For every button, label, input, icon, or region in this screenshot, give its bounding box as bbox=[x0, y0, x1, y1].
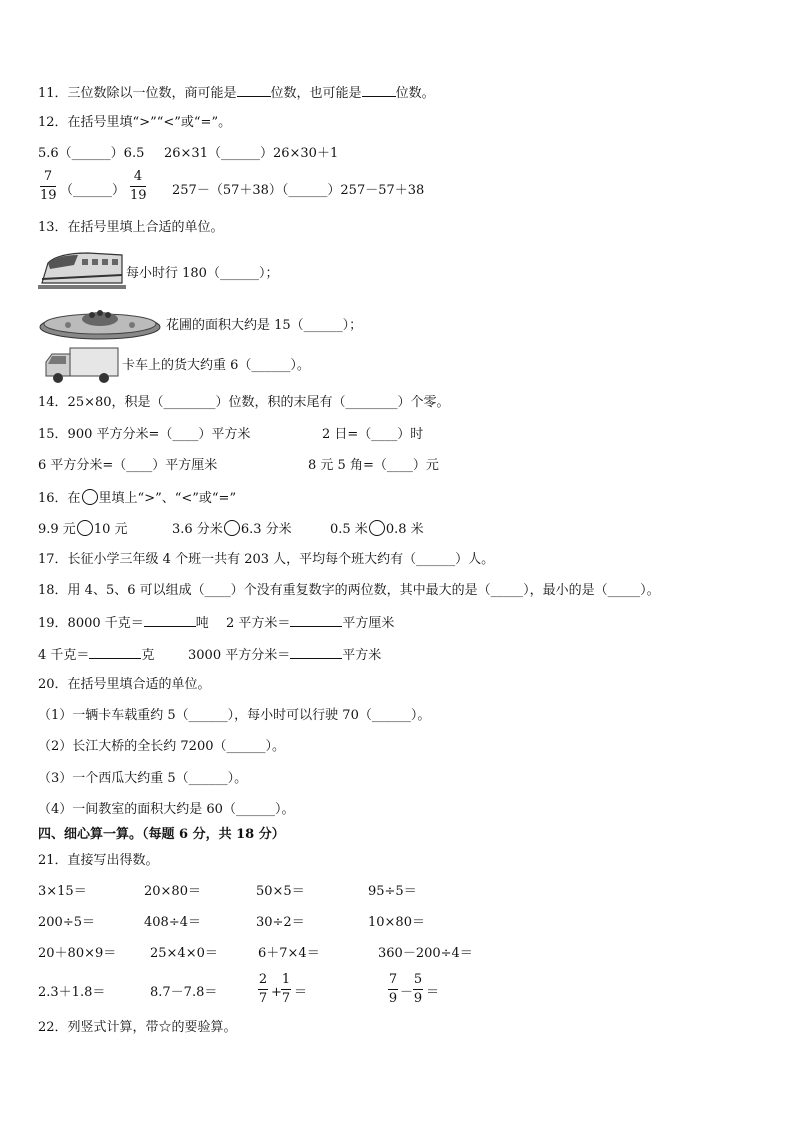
question-18: 18．用 4、5、6 可以组成（____）个没有重复数字的两位数，其中最大的是（_____），最小的是（_____）。 bbox=[38, 583, 660, 598]
fraction-1-7 bbox=[281, 973, 291, 1006]
q11-text-b: 位数，也可能是 bbox=[270, 86, 362, 101]
q20-item-3: （3）一个西瓜大约重 5（______）。 bbox=[38, 771, 248, 786]
q15-a: 15．900 平方分米=（____）平方米 bbox=[38, 427, 251, 442]
compare-circle[interactable] bbox=[224, 520, 240, 536]
minus-sign: － bbox=[400, 985, 414, 1000]
q16-left: 9.9 元 bbox=[38, 522, 76, 537]
fraction-2-7 bbox=[258, 973, 268, 1006]
denominator: 19 bbox=[40, 188, 57, 203]
q13-train: 每小时行 180（______）； bbox=[126, 266, 279, 281]
q16-left: 0.5 米 bbox=[330, 522, 368, 537]
q12-row1-a: 5.6（______）6.5 bbox=[38, 146, 145, 161]
denominator: 9 bbox=[388, 991, 398, 1006]
q21-r2-c3: 30÷2＝ bbox=[256, 915, 305, 930]
q21-r1-c4: 95÷5＝ bbox=[368, 884, 417, 899]
denominator: 19 bbox=[130, 188, 147, 203]
q21-r2-c2: 408÷4＝ bbox=[144, 915, 201, 930]
plus-sign: + bbox=[271, 985, 282, 1000]
q16-left: 3.6 分米 bbox=[172, 522, 223, 537]
q15-d: 8 元 5 角=（____）元 bbox=[308, 458, 439, 473]
q19-d-unit: 平方米 bbox=[342, 648, 382, 663]
blank[interactable] bbox=[362, 84, 396, 97]
train-image bbox=[38, 249, 126, 293]
numerator: 2 bbox=[258, 972, 268, 987]
q16-title-a: 16．在 bbox=[38, 491, 81, 506]
q16-right: 6.3 分米 bbox=[240, 522, 292, 537]
truck-image bbox=[44, 346, 120, 386]
denominator: 7 bbox=[281, 991, 291, 1006]
fraction-4-19 bbox=[130, 170, 146, 203]
numerator: 7 bbox=[388, 972, 398, 987]
q21-title: 21．直接写出得数。 bbox=[38, 853, 159, 868]
q13-garden: 花圃的面积大约是 15（______）； bbox=[166, 318, 363, 333]
q16-item-1 bbox=[38, 520, 128, 538]
question-17: 17．长征小学三年级 4 个班一共有 203 人，平均每个班大约有（______）人。 bbox=[38, 552, 495, 567]
q15-c: 6 平方分米=（____）平方厘米 bbox=[38, 458, 218, 473]
q12-title: 12．在括号里填“>”“<”或“=”。 bbox=[38, 115, 232, 130]
q20-item-2: （2）长江大桥的全长约 7200（______）。 bbox=[38, 739, 285, 754]
blank[interactable] bbox=[89, 646, 141, 659]
blank[interactable] bbox=[144, 614, 196, 627]
flowerbed-image bbox=[38, 305, 162, 341]
q13-truck: 卡车上的货大约重 6（______）。 bbox=[122, 358, 310, 373]
blank[interactable] bbox=[290, 646, 342, 659]
q19-b bbox=[226, 614, 394, 632]
q21-r4-c1: 2.3＋1.8＝ bbox=[38, 985, 106, 1000]
q19-a-text: 19．8000 千克＝ bbox=[38, 616, 144, 631]
q16-right: 10 元 bbox=[93, 522, 128, 537]
q19-d bbox=[188, 646, 381, 664]
q21-r1-c1: 3×15＝ bbox=[38, 884, 87, 899]
q16-item-3 bbox=[330, 520, 424, 538]
q21-r2-c4: 10×80＝ bbox=[368, 915, 425, 930]
q16-title-b: 里填上“>”、“<”或“=” bbox=[98, 491, 237, 506]
q21-r4-c2: 8.7－7.8＝ bbox=[150, 985, 218, 1000]
q13-title: 13．在括号里填上合适的单位。 bbox=[38, 220, 224, 235]
q19-c-unit: 克 bbox=[141, 648, 155, 663]
section-4-heading: 四、细心算一算。（每题 6 分，共 18 分） bbox=[38, 827, 285, 842]
q21-r3-c4: 360－200÷4＝ bbox=[378, 946, 473, 961]
q20-item-1: （1）一辆卡车载重约 5（______），每小时可以行驶 70（______）。 bbox=[38, 708, 431, 723]
numerator: 5 bbox=[413, 972, 423, 987]
q21-r1-c2: 20×80＝ bbox=[144, 884, 201, 899]
question-14: 14．25×80，积是（________）位数，积的末尾有（________）个零。 bbox=[38, 395, 450, 410]
fraction-7-9 bbox=[388, 973, 398, 1006]
circle-placeholder bbox=[82, 489, 98, 505]
numerator: 7 bbox=[43, 169, 53, 184]
q21-r3-c2: 25×4×0＝ bbox=[150, 946, 218, 961]
q19-a-unit: 吨 bbox=[195, 616, 209, 631]
compare-circle[interactable] bbox=[369, 520, 385, 536]
q19-c-text: 4 千克＝ bbox=[38, 648, 90, 663]
q15-b: 2 日=（____）时 bbox=[322, 427, 424, 442]
q19-b-text: 2 平方米＝ bbox=[226, 616, 291, 631]
numerator: 4 bbox=[133, 169, 143, 184]
denominator: 9 bbox=[413, 991, 423, 1006]
question-11 bbox=[38, 84, 435, 102]
blank[interactable] bbox=[237, 84, 271, 97]
q19-a bbox=[38, 614, 209, 632]
q21-r3-c1: 20＋80×9＝ bbox=[38, 946, 117, 961]
fraction-7-19 bbox=[40, 170, 56, 203]
q16-right: 0.8 米 bbox=[385, 522, 424, 537]
q16-item-2 bbox=[172, 520, 292, 538]
q19-b-unit: 平方厘米 bbox=[342, 616, 395, 631]
numerator: 1 bbox=[281, 972, 291, 987]
question-22: 22．列竖式计算，带☆的要验算。 bbox=[38, 1020, 237, 1035]
denominator: 7 bbox=[258, 991, 268, 1006]
equals-sign: ＝ bbox=[294, 985, 308, 1000]
fraction-5-9 bbox=[413, 973, 423, 1006]
q19-d-text: 3000 平方分米＝ bbox=[188, 648, 291, 663]
q12-row1-b: 26×31（______）26×30＋1 bbox=[164, 146, 339, 161]
q19-c bbox=[38, 646, 154, 664]
q12-paren: （______） bbox=[60, 183, 126, 198]
q11-text-a: 11．三位数除以一位数，商可能是 bbox=[38, 86, 237, 101]
q12-row2-b: 257－（57＋38）（______）257－57＋38 bbox=[172, 183, 425, 198]
blank[interactable] bbox=[290, 614, 342, 627]
compare-circle[interactable] bbox=[77, 520, 93, 536]
q21-r1-c3: 50×5＝ bbox=[256, 884, 305, 899]
q20-item-4: （4）一间教室的面积大约是 60（______）。 bbox=[38, 802, 295, 817]
q20-title: 20．在括号里填合适的单位。 bbox=[38, 677, 211, 692]
equals-sign: ＝ bbox=[426, 985, 440, 1000]
q11-text-c: 位数。 bbox=[395, 86, 435, 101]
q21-r3-c3: 6＋7×4＝ bbox=[258, 946, 320, 961]
q21-r2-c1: 200÷5＝ bbox=[38, 915, 95, 930]
q16-title bbox=[38, 489, 236, 507]
